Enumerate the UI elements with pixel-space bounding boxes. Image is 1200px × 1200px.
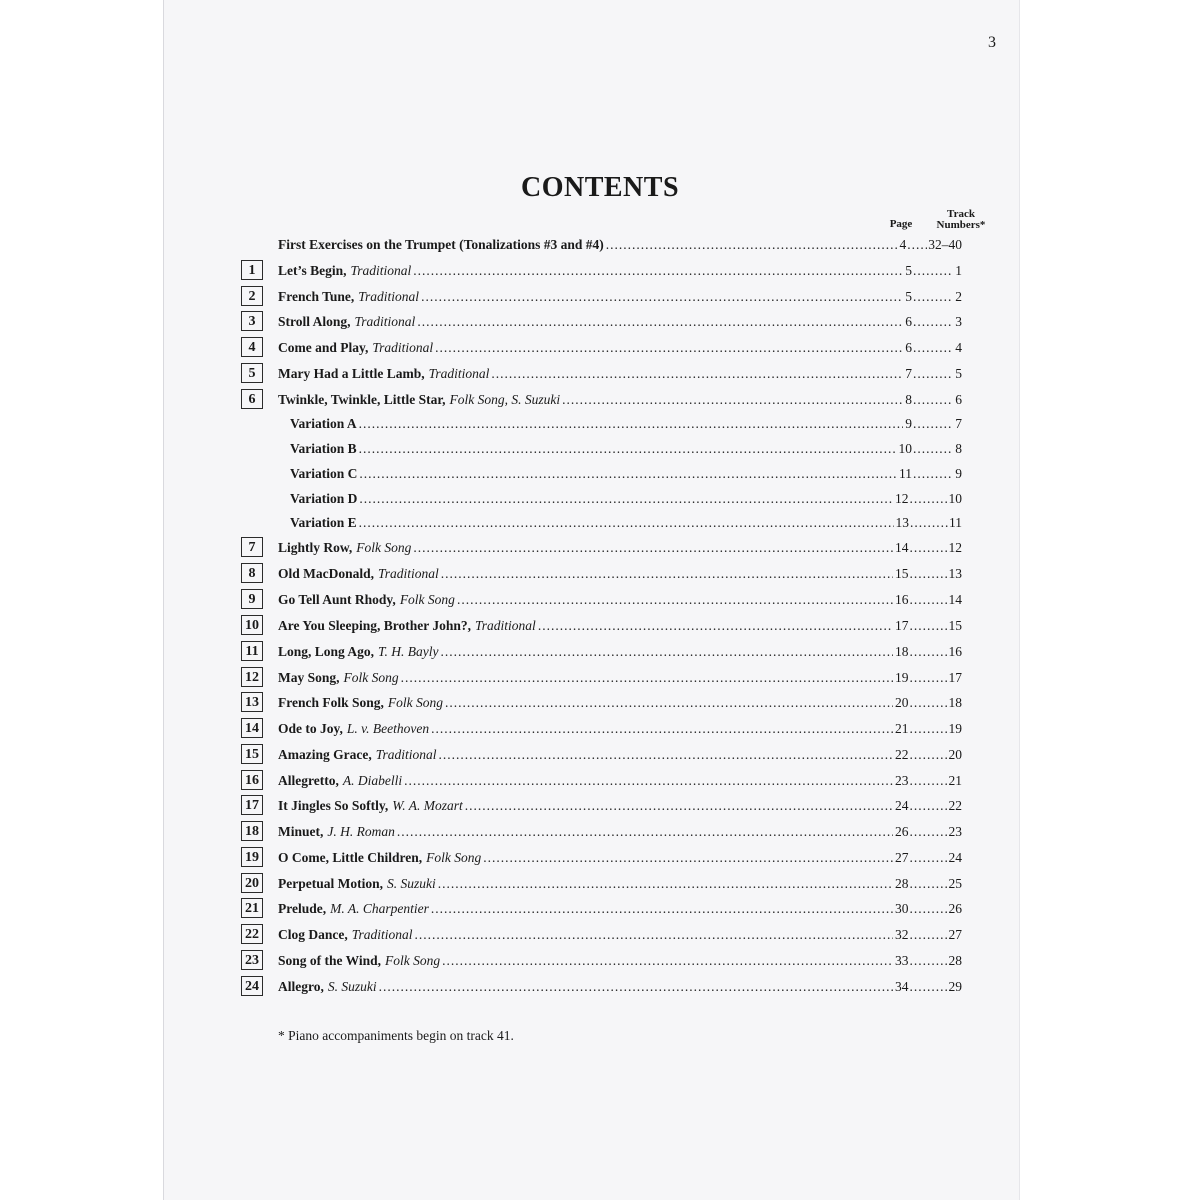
column-header-track-line1: Track [947, 208, 975, 220]
dot-leader [913, 463, 951, 485]
track-ref: 26 [948, 901, 962, 916]
piece-title: Mary Had a Little Lamb, [278, 366, 425, 381]
track-ref: 1 [955, 263, 962, 278]
toc-row [0, 260, 1200, 282]
page-ref: 4 [899, 237, 907, 252]
track-ref: 13 [948, 566, 962, 581]
dot-leader [910, 821, 948, 843]
piece-number-box: 15 [241, 744, 263, 764]
piece-composer: Folk Song [399, 592, 455, 607]
dot-leader [438, 873, 893, 895]
toc-entry [278, 873, 962, 895]
toc-entry [290, 438, 962, 460]
dot-leader [910, 976, 948, 998]
toc-row [0, 641, 1200, 663]
track-ref: 22 [948, 798, 962, 813]
page-ref: 6 [905, 314, 912, 329]
piece-title: Perpetual Motion, [278, 876, 383, 891]
toc-entry [290, 413, 962, 435]
toc-row [0, 337, 1200, 359]
dot-leader [431, 898, 893, 920]
dot-leader [910, 537, 948, 559]
toc-entry [278, 795, 962, 817]
piece-composer: Traditional [475, 618, 536, 633]
track-ref: 28 [948, 953, 962, 968]
toc-row [0, 950, 1200, 972]
toc-row [0, 821, 1200, 843]
column-header-page: Page [889, 218, 913, 230]
piece-title: Variation A [290, 416, 357, 431]
piece-title: Ode to Joy, [278, 721, 343, 736]
piece-title: Variation B [290, 441, 357, 456]
piece-number-box: 2 [241, 286, 263, 306]
dot-leader [397, 821, 893, 843]
piece-composer: A. Diabelli [342, 773, 403, 788]
piece-title: Let’s Begin, [278, 263, 347, 278]
toc-row [0, 438, 1200, 460]
piece-composer: W. A. Mozart [392, 798, 463, 813]
piece-composer: Traditional [378, 566, 439, 581]
toc-entry [278, 563, 962, 585]
dot-leader [435, 337, 903, 359]
dot-leader [910, 615, 948, 637]
page-title: CONTENTS [520, 172, 680, 203]
dot-leader [910, 667, 948, 689]
toc-row [0, 873, 1200, 895]
piece-number-box: 1 [241, 260, 263, 280]
toc-row [0, 286, 1200, 308]
piece-title: French Folk Song, [278, 695, 384, 710]
piece-number-box: 5 [241, 363, 263, 383]
dot-leader [910, 488, 948, 510]
toc-entry [278, 744, 962, 766]
page-ref: 5 [905, 263, 912, 278]
dot-leader [413, 537, 893, 559]
track-ref: 20 [948, 747, 962, 762]
piece-number-box: 9 [241, 589, 263, 609]
page-ref: 20 [895, 695, 909, 710]
toc-entry [278, 311, 962, 333]
track-ref: 8 [955, 441, 962, 456]
dot-leader [907, 234, 927, 256]
piece-number-box: 6 [241, 389, 263, 409]
piece-title: Prelude, [278, 901, 327, 916]
toc-entry [290, 512, 962, 534]
track-ref: 2 [955, 289, 962, 304]
toc-entry [278, 692, 962, 714]
piece-title: Amazing Grace, [278, 747, 372, 762]
track-ref: 23 [948, 824, 962, 839]
toc-entry [278, 950, 962, 972]
piece-number-box: 14 [241, 718, 263, 738]
dot-leader [910, 641, 948, 663]
toc-entry [278, 821, 962, 843]
piece-title: First Exercises on the Trumpet (Tonalizations #3 and #4) [278, 237, 604, 252]
track-ref: 14 [948, 592, 962, 607]
piece-composer: L. v. Beethoven [346, 721, 430, 736]
dot-leader [431, 718, 893, 740]
toc-entry [278, 924, 962, 946]
track-ref: 10 [948, 491, 962, 506]
toc-row [0, 847, 1200, 869]
toc-row [0, 744, 1200, 766]
dot-leader [910, 898, 948, 920]
dot-leader [910, 924, 948, 946]
page-ref: 34 [895, 979, 909, 994]
toc-row [0, 667, 1200, 689]
page-ref: 17 [895, 618, 909, 633]
column-header-track [934, 209, 988, 231]
piece-title: Variation E [290, 515, 357, 530]
footnote: * Piano accompaniments begin on track 41. [278, 1028, 514, 1043]
piece-composer: Folk Song [426, 850, 482, 865]
dot-leader [413, 260, 903, 282]
dot-leader [910, 692, 948, 714]
dot-leader [359, 463, 897, 485]
toc-row [0, 537, 1200, 559]
dot-leader [445, 692, 893, 714]
toc-row [0, 363, 1200, 385]
piece-title: Allegro, [278, 979, 324, 994]
dot-leader [910, 873, 948, 895]
piece-number-box: 23 [241, 950, 263, 970]
track-ref: 5 [955, 366, 962, 381]
track-ref: 27 [948, 927, 962, 942]
dot-leader [415, 924, 893, 946]
dot-leader [910, 589, 948, 611]
piece-composer: Traditional [354, 314, 416, 329]
track-ref: 21 [948, 773, 962, 788]
page-number: 3 [988, 34, 996, 51]
page-ref: 21 [895, 721, 909, 736]
piece-number-box: 19 [241, 847, 263, 867]
toc-entry [278, 718, 962, 740]
track-ref: 12 [948, 540, 962, 555]
page-ref: 11 [899, 466, 912, 481]
toc-row [0, 615, 1200, 637]
toc-entry [278, 234, 962, 256]
dot-leader [606, 234, 898, 256]
piece-title: O Come, Little Children, [278, 850, 423, 865]
toc-row [0, 795, 1200, 817]
dot-leader [913, 363, 951, 385]
dot-leader [417, 311, 903, 333]
piece-number-box: 11 [241, 641, 263, 661]
piece-number-box: 18 [241, 821, 263, 841]
dot-leader [538, 615, 893, 637]
dot-leader [441, 641, 893, 663]
track-ref: 32–40 [928, 237, 962, 252]
toc-entry [278, 976, 962, 998]
piece-title: May Song, [278, 670, 340, 685]
piece-composer: Folk Song [385, 953, 441, 968]
dot-leader [913, 389, 951, 411]
dot-leader [910, 718, 948, 740]
page-ref: 26 [895, 824, 909, 839]
piece-title: Go Tell Aunt Rhody, [278, 592, 396, 607]
page-ref: 16 [895, 592, 909, 607]
toc-row [0, 311, 1200, 333]
toc-row [0, 488, 1200, 510]
dot-leader [562, 389, 903, 411]
toc-entry [278, 615, 962, 637]
toc-row [0, 463, 1200, 485]
toc-entry [278, 898, 962, 920]
track-ref: 29 [948, 979, 962, 994]
piece-title: Allegretto, [278, 773, 339, 788]
toc-row [0, 770, 1200, 792]
piece-number-box: 7 [241, 537, 263, 557]
piece-title: Stroll Along, [278, 314, 351, 329]
dot-leader [379, 976, 893, 998]
toc-entry [278, 286, 962, 308]
toc-entry [278, 589, 962, 611]
dot-leader [910, 512, 948, 534]
toc-entry [278, 641, 962, 663]
page-ref: 9 [905, 416, 912, 431]
toc-row [0, 389, 1200, 411]
piece-number-box: 13 [241, 692, 263, 712]
piece-composer: Folk Song [356, 540, 412, 555]
dot-leader [913, 260, 951, 282]
page-ref: 19 [895, 670, 909, 685]
page-ref: 13 [895, 515, 909, 530]
toc-row [0, 563, 1200, 585]
track-ref: 4 [955, 340, 962, 355]
dot-leader [910, 563, 948, 585]
page-ref: 33 [895, 953, 909, 968]
dot-leader [913, 286, 951, 308]
piece-number-box: 24 [241, 976, 263, 996]
piece-composer: Traditional [358, 289, 420, 304]
piece-composer: Folk Song, S. Suzuki [449, 392, 561, 407]
dot-leader [401, 667, 893, 689]
toc-entry [278, 260, 962, 282]
track-ref: 11 [949, 515, 962, 530]
toc-entry [278, 537, 962, 559]
toc-entry [278, 389, 962, 411]
dot-leader [910, 744, 948, 766]
page-ref: 5 [905, 289, 912, 304]
dot-leader [421, 286, 903, 308]
page-ref: 32 [895, 927, 909, 942]
dot-leader [404, 770, 893, 792]
piece-number-box: 22 [241, 924, 263, 944]
page-ref: 8 [905, 392, 912, 407]
page-ref: 6 [905, 340, 912, 355]
piece-composer: Traditional [351, 927, 413, 942]
toc-row [0, 898, 1200, 920]
track-ref: 19 [948, 721, 962, 736]
toc-entry [290, 488, 962, 510]
piece-title: Variation D [290, 491, 358, 506]
track-ref: 9 [955, 466, 962, 481]
piece-title: Old MacDonald, [278, 566, 375, 581]
piece-number-box: 20 [241, 873, 263, 893]
page-ref: 22 [895, 747, 909, 762]
dot-leader [913, 438, 951, 460]
piece-number-box: 8 [241, 563, 263, 583]
dot-leader [441, 563, 893, 585]
dot-leader [442, 950, 893, 972]
dot-leader [465, 795, 893, 817]
track-ref: 17 [948, 670, 962, 685]
piece-title: Song of the Wind, [278, 953, 382, 968]
page-ref: 14 [895, 540, 909, 555]
piece-number-box: 10 [241, 615, 263, 635]
piece-title: It Jingles So Softly, [278, 798, 389, 813]
page-ref: 12 [895, 491, 909, 506]
dot-leader [359, 488, 893, 510]
piece-number-box: 4 [241, 337, 263, 357]
page-ref: 15 [895, 566, 909, 581]
piece-composer: Folk Song [343, 670, 399, 685]
page-ref: 23 [895, 773, 909, 788]
dot-leader [483, 847, 893, 869]
toc-row [0, 692, 1200, 714]
track-ref: 15 [948, 618, 962, 633]
piece-title: Clog Dance, [278, 927, 348, 942]
track-ref: 3 [955, 314, 962, 329]
track-ref: 25 [948, 876, 962, 891]
piece-composer: S. Suzuki [386, 876, 436, 891]
toc-entry [278, 847, 962, 869]
dot-leader [359, 413, 904, 435]
track-ref: 7 [955, 416, 962, 431]
piece-title: French Tune, [278, 289, 355, 304]
piece-number-box: 16 [241, 770, 263, 790]
piece-title: Are You Sleeping, Brother John?, [278, 618, 472, 633]
track-ref: 16 [948, 644, 962, 659]
toc-row [0, 512, 1200, 534]
dot-leader [359, 438, 897, 460]
piece-composer: S. Suzuki [327, 979, 377, 994]
piece-composer: M. A. Charpentier [330, 901, 429, 916]
dot-leader [910, 770, 948, 792]
piece-title: Long, Long Ago, [278, 644, 375, 659]
page-ref: 27 [895, 850, 909, 865]
piece-number-box: 17 [241, 795, 263, 815]
dot-leader [359, 512, 894, 534]
piece-composer: J. H. Roman [327, 824, 395, 839]
piece-number-box: 3 [241, 311, 263, 331]
piece-title: Twinkle, Twinkle, Little Star, [278, 392, 446, 407]
dot-leader [913, 337, 951, 359]
page-ref: 7 [905, 366, 912, 381]
page-ref: 30 [895, 901, 909, 916]
toc-row [0, 924, 1200, 946]
toc-entry [278, 337, 962, 359]
toc-row [0, 976, 1200, 998]
piece-composer: Traditional [350, 263, 412, 278]
dot-leader [491, 363, 903, 385]
page-ref: 28 [895, 876, 909, 891]
dot-leader [910, 847, 948, 869]
piece-number-box: 21 [241, 898, 263, 918]
track-ref: 24 [948, 850, 962, 865]
toc-entry [278, 363, 962, 385]
dot-leader [457, 589, 893, 611]
piece-composer: T. H. Bayly [378, 644, 439, 659]
toc-entry [278, 770, 962, 792]
piece-title: Lightly Row, [278, 540, 353, 555]
track-ref: 18 [948, 695, 962, 710]
toc-row [0, 413, 1200, 435]
dot-leader [439, 744, 893, 766]
dot-leader [913, 413, 951, 435]
piece-composer: Traditional [372, 340, 434, 355]
column-header-track-line2: Numbers* [936, 219, 986, 231]
toc-row [0, 589, 1200, 611]
piece-composer: Folk Song [387, 695, 444, 710]
dot-leader [910, 795, 948, 817]
toc-row [0, 234, 1200, 256]
page-ref: 18 [895, 644, 909, 659]
dot-leader [913, 311, 951, 333]
piece-composer: Traditional [428, 366, 490, 381]
piece-title: Minuet, [278, 824, 324, 839]
piece-number-box: 12 [241, 667, 263, 687]
page-ref: 24 [895, 798, 909, 813]
dot-leader [910, 950, 948, 972]
toc-row [0, 718, 1200, 740]
piece-title: Variation C [290, 466, 358, 481]
toc-entry [290, 463, 962, 485]
track-ref: 6 [955, 392, 962, 407]
toc-entry [278, 667, 962, 689]
piece-title: Come and Play, [278, 340, 369, 355]
piece-composer: Traditional [375, 747, 437, 762]
page-ref: 10 [898, 441, 912, 456]
